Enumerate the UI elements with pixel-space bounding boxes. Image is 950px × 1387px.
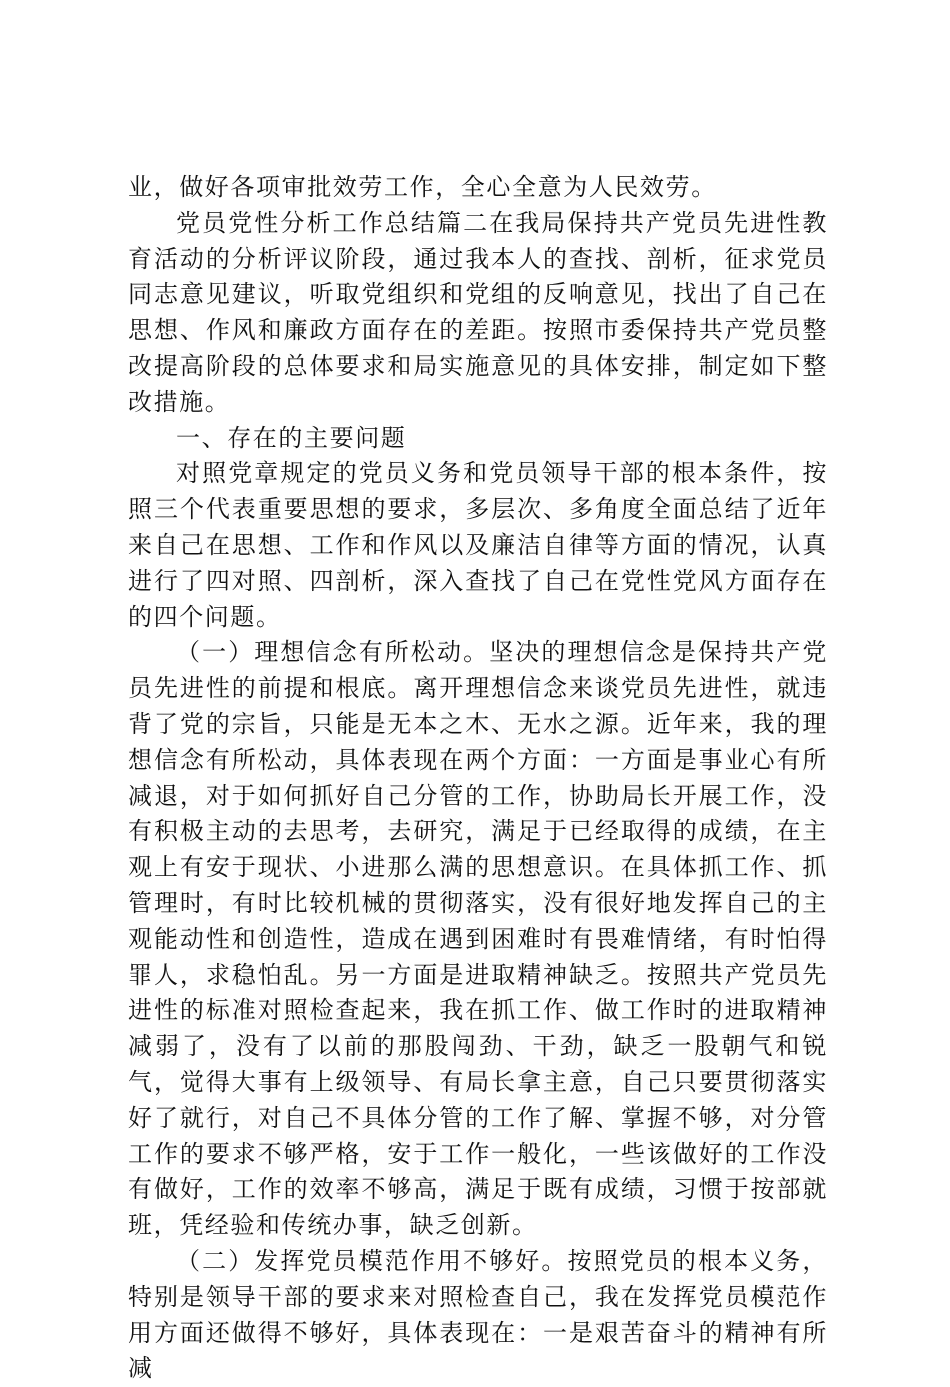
paragraph-continuation: 业，做好各项审批效劳工作，全心全意为人民效劳。 <box>128 173 717 201</box>
paragraph-issue-two: （二）发挥党员模范作用不够好。按照党员的根本义务，特别是领导干部的要求来对照检查自己，我在发挥党员模范作用方面还做得不够好，具体表现在：一是艰苦奋斗的精神有所减 <box>128 1246 828 1383</box>
section-heading: 一、存在的主要问题 <box>176 423 407 452</box>
document-body <box>128 170 828 1387</box>
paragraph-overview: 对照党章规定的党员义务和党员领导干部的根本条件，按照三个代表重要思想的要求，多层次、多角度全面总结了近年来自己在思想、工作和作风以及廉洁自律等方面的情况，认真进行了四对照、四剖析，深入查找了自己在党性党风方面存在的四个问题。 <box>128 459 828 631</box>
paragraph-intro: 党员党性分析工作总结篇二在我局保持共产党员先进性教育活动的分析评议阶段，通过我本人的查找、剖析，征求党员同志意见建议，听取党组织和党组的反响意见，找出了自己在思想、作风和廉政方面存在的差距。按照市委保持共产党员整改提高阶段的总体要求和局实施意见的具体安排，制定如下整改措施。 <box>128 208 828 416</box>
paragraph-issue-one: （一）理想信念有所松动。坚决的理想信念是保持共产党员先进性的前提和根底。离开理想信念来谈党员先进性，就违背了党的宗旨，只能是无本之木、无水之源。近年来，我的理想信念有所松动，具体表现在两个方面：一方面是事业心有所减退，对于如何抓好自己分管的工作，协助局长开展工作，没有积极主动的去思考，去研究，满足于已经取得的成绩，在主观上有安于现状、小进那么满的思想意识。在具体抓工作、抓管理时，有时比较机械的贯彻落实，没有很好地发挥自己的主观能动性和创造性，造成在遇到困难时有畏难情绪，有时怕得罪人，求稳怕乱。另一方面是进取精神缺乏。按照共产党员先进性的标准对照检查起来，我在抓工作、做工作时的进取精神减弱了，没有了以前的那股闯劲、干劲，缺乏一股朝气和锐气，觉得大事有上级领导、有局长拿主意，自己只要贯彻落实好了就行，对自己不具体分管的工作了解、掌握不够，对分管工作的要求不够严格，安于工作一般化，一些该做好的工作没有做好，工作的效率不够高，满足于既有成绩，习惯于按部就班，凭经验和传统办事，缺乏创新。 <box>128 638 828 1240</box>
